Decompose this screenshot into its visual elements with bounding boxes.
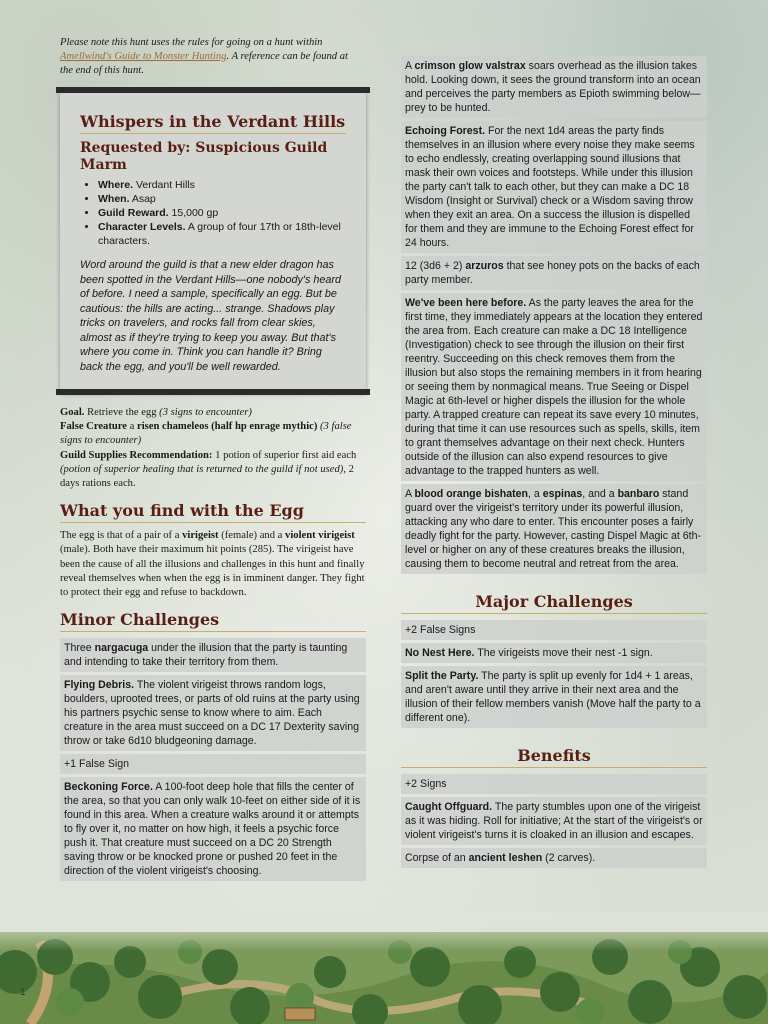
benefits-heading: Benefits <box>401 746 707 768</box>
minor-heading: Minor Challenges <box>60 610 366 632</box>
detail-levels: • Character Levels. A group of four 17th or 18th-level characters. <box>98 220 346 248</box>
minor-item-arzuros: 12 (3d6 + 2) arzuros that see honey pots on the backs of each party member. <box>401 256 707 290</box>
major-item-false-signs: +2 False Signs <box>401 620 707 640</box>
forest-map-illustration <box>0 912 768 1024</box>
footer-map-art <box>0 912 768 1024</box>
hunt-details-list <box>80 178 346 248</box>
hunt-title: Whispers in the Verdant Hills <box>80 112 346 134</box>
note-pre: Please note this hunt uses the rules for going on a hunt within <box>60 37 323 48</box>
card-top-bar <box>56 87 370 93</box>
note-post: . A reference can be found at the end of this hunt. <box>60 51 348 76</box>
detail-when: • When. Asap <box>98 192 346 206</box>
minor-item-echoing-forest: Echoing Forest. For the next 1d4 areas the party finds themselves in an illusion where every noise they make seems to echo endlessly, creating overlapping sound illusions that mask their own voices and footsteps. While under this illusion the party can't talk to each other, but they can make a DC 18 Wisdom (Insight or Survival) check or a Wisdom saving throw when they exit an area. On a success the illusion is dispelled for them and they are immune to the Echoing Forest effect for 24 hours. <box>401 121 707 253</box>
detail-where: • Where. Verdant Hills <box>98 178 346 192</box>
card-bottom-bar <box>56 389 370 395</box>
major-heading: Major Challenges <box>401 592 707 614</box>
minor-item-guardians: A blood orange bishaten, a espinas, and a banbaro stand guard over the virigeist's territory under its powerful illusion, attacking any who dare to enter. This encounter poses a fairly deadly fight for the party. However, casting Dispel Magic at 6th-level or higher on any of these creatures breaks the illusion, causing them to become neutral and retreat from the area. <box>401 484 707 574</box>
major-item-split-party: Split the Party. The party is split up evenly for 1d4 + 1 areas, and aren't aware until they arrive in their next area and the illusion of their fellow members vanish (Move half the party to a different one). <box>401 666 707 728</box>
hunt-card <box>60 90 366 392</box>
goal-line: Goal. Retrieve the egg (3 signs to encounter) <box>60 407 252 418</box>
left-column <box>60 36 366 884</box>
supplies-line: Guild Supplies Recommendation: 1 potion of superior first aid each (potion of superior healing that is returned to the guild if not used), 2 days rations each. <box>60 449 357 490</box>
minor-item-false-sign: +1 False Sign <box>60 754 366 774</box>
minor-item-been-here-before: We've been here before. As the party leaves the area for the first time, they immediately appears at the location they entered the area from. Each creature can make a DC 18 Intelligence (Investigation) check to see through the illusion on their first reentry. Succeeding on this check removes them from the illusion but also stops the remaining members in it from hearing or seeing them by nonmagical means. True Seeing or Dispel Magic at 6th-level or higher dispels the illusion for the whole party. A trapped creature can repeat its save every 10 minutes, during that time it can use resources such as spells, skills, item to grant themselves advantage on their next check. Hunters outside of the illusion can also expend resources to give advantage to the trapped hunters as well. <box>401 293 707 481</box>
egg-paragraph: The egg is that of a pair of a virigeist (female) and a violent virigeist (male). Both have their maximum hit points (285). The virigeist have been the cause of all the illusions and challenges in this hunt and finally reveal themselves when when the egg is in imminent danger. They fight to protect their egg and refuse to backdown. <box>60 530 365 599</box>
false-creature-line: False Creature a risen chameleos (half hp enrage mythic) (3 false signs to encounter) <box>60 421 352 447</box>
major-item-no-nest: No Nest Here. The virigeists move their nest -1 sign. <box>401 643 707 663</box>
right-column <box>401 56 707 871</box>
page-number: 1 <box>20 987 26 998</box>
minor-item-nargacuga: Three nargacuga under the illusion that the party is taunting and intending to take their territory from them. <box>60 638 366 672</box>
detail-reward: • Guild Reward. 15,000 gp <box>98 206 346 220</box>
guide-link[interactable]: Amellwind's Guide to Monster Hunting <box>60 51 227 62</box>
minor-item-beckoning-force: Beckoning Force. A 100-foot deep hole that fills the center of the area, so that you can only walk 10-feet on either side of it is found in this area. When a creature walks around it or attempts to fly over it, no matter on how high, it feels a psychic force push it. That creature must succeed on a DC 20 Strength saving throw or be knocked prone or pushed 20 feet in the direction of the violent virigeist's choosing. <box>60 777 366 881</box>
requested-by: Requested by: Suspicious Guild Marm <box>80 140 328 173</box>
minor-item-flying-debris: Flying Debris. The violent virigeist throws random logs, boulders, uprooted trees, or parts of old ruins at the party using his partners psychic sense to know where to aim. Each creature in the area must succeed on a DC 17 Dexterity saving throw or take 6d10 bludgeoning damage. <box>60 675 366 751</box>
benefit-item-leshen: Corpse of an ancient leshen (2 carves). <box>401 848 707 868</box>
minor-item-valstrax: A crimson glow valstrax soars overhead as the illusion takes hold. Looking down, it sees the ground transform into an ocean and perceives the party members as Epioth swimming below—prey to be hunted. <box>401 56 707 118</box>
reference-note <box>60 36 360 78</box>
benefit-item-caught-offguard: Caught Offguard. The party stumbles upon one of the virigeist as it was hiding. Roll for initiative; At the start of the virigeist's or violent virigeist's turns it is cloaked in an illusion and escapes. <box>401 797 707 845</box>
egg-heading: What you find with the Egg <box>60 501 366 523</box>
hunt-quote: Word around the guild is that a new elder dragon has been spotted in the Verdant Hills—one nobody's heard of before. I need a sample, specifically an egg. But be cautious: the hills are acting... strange. Shadows play tricks on travelers, and rocks fall from clear skies, almost as if they're trying to keep you away. But that's where you come in. Think you can handle it? Bring back the egg, and you'll be well rewarded. <box>80 259 341 373</box>
benefit-item-signs: +2 Signs <box>401 774 707 794</box>
